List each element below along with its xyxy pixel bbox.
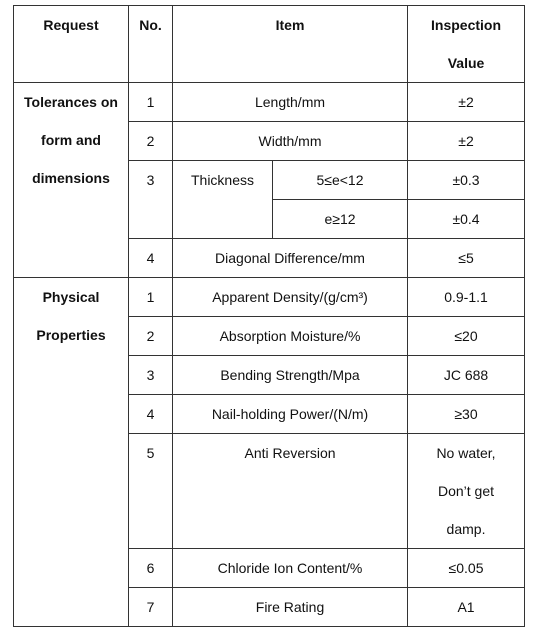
row-value: 0.9-1.1 <box>408 278 525 317</box>
row-item: Nail-holding Power/(N/m) <box>173 395 408 434</box>
row-value: JC 688 <box>408 356 525 395</box>
header-item: Item <box>173 6 408 83</box>
table-row <box>14 278 525 317</box>
header-no: No. <box>129 6 173 83</box>
row-value: ±2 <box>408 122 525 161</box>
header-inspection-value: Inspection Value <box>408 6 525 83</box>
row-number: 1 <box>129 83 173 122</box>
row-number: 6 <box>129 549 173 588</box>
row-item: Width/mm <box>173 122 408 161</box>
row-condition: 5≤e<12 <box>273 161 408 200</box>
row-item: Anti Reversion <box>173 434 408 549</box>
row-condition: e≥12 <box>273 200 408 239</box>
row-value: ≥30 <box>408 395 525 434</box>
row-item: Fire Rating <box>173 588 408 627</box>
row-item: Chloride Ion Content/% <box>173 549 408 588</box>
row-number: 2 <box>129 122 173 161</box>
specification-table <box>13 5 525 627</box>
row-item: Length/mm <box>173 83 408 122</box>
row-number: 3 <box>129 356 173 395</box>
row-value: ≤0.05 <box>408 549 525 588</box>
row-value: ±0.4 <box>408 200 525 239</box>
row-number: 5 <box>129 434 173 549</box>
group-label-physical: Physical Properties <box>14 278 129 627</box>
table-row <box>14 83 525 122</box>
header-request: Request <box>14 6 129 83</box>
row-value: ≤5 <box>408 239 525 278</box>
row-value: ≤20 <box>408 317 525 356</box>
header-row <box>14 6 525 83</box>
row-item: Absorption Moisture/% <box>173 317 408 356</box>
row-number: 4 <box>129 395 173 434</box>
row-number: 4 <box>129 239 173 278</box>
row-value: A1 <box>408 588 525 627</box>
row-value: No water, Don’t get damp. <box>408 434 525 549</box>
row-number: 3 <box>129 161 173 239</box>
row-number: 1 <box>129 278 173 317</box>
row-value: ±0.3 <box>408 161 525 200</box>
row-number: 2 <box>129 317 173 356</box>
row-number: 7 <box>129 588 173 627</box>
row-item: Apparent Density/(g/cm³) <box>173 278 408 317</box>
row-item: Diagonal Difference/mm <box>173 239 408 278</box>
row-item: Bending Strength/Mpa <box>173 356 408 395</box>
row-item: Thickness <box>173 161 273 239</box>
group-label-tolerances: Tolerances on form and dimensions <box>14 83 129 278</box>
row-value: ±2 <box>408 83 525 122</box>
